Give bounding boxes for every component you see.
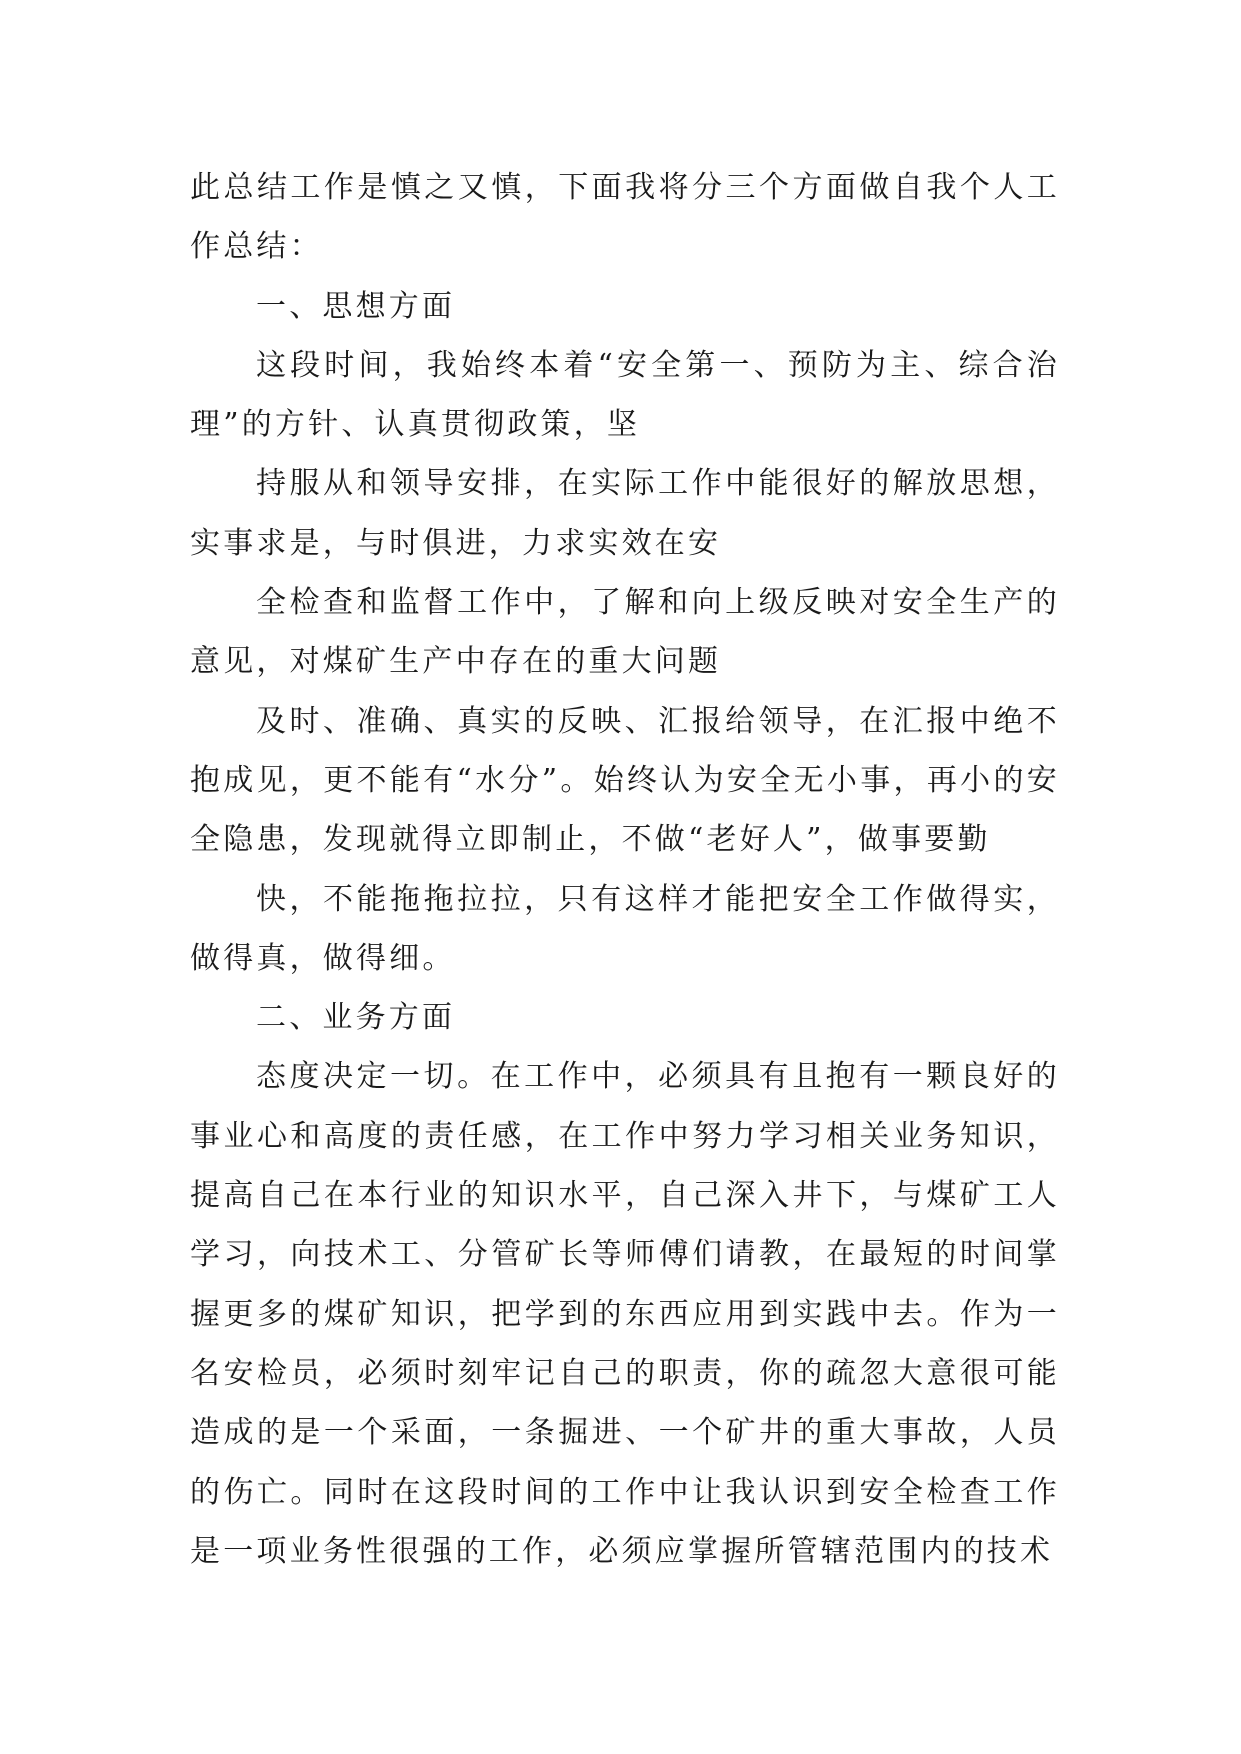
- paragraph-business-1: 态度决定一切。在工作中，必须具有且抱有一颗良好的事业心和高度的责任感，在工作中努力学习相关业务知识，提高自己在本行业的知识水平，自己深入井下，与煤矿工人学习，向技术工、分管矿长等师傅们请教，在最短的时间掌握更多的煤矿知识，把学到的东西应用到实践中去。作为一名安检员，必须时刻牢记自己的职责，你的疏忽大意很可能造成的是一个采面，一条掘进、一个矿井的重大事故，人员的伤亡。同时在这段时间的工作中让我认识到安全检查工作是一项业务性很强的工作，必须应掌握所管辖范围内的技术: [190, 1059, 1060, 1569]
- section-heading-business: 二、业务方面: [256, 1000, 456, 1036]
- paragraph-thought-2: 持服从和领导安排，在实际工作中能很好的解放思想，实事求是，与时俱进，力求实效在安: [190, 466, 1060, 561]
- paragraph-thought-3: 全检查和监督工作中，了解和向上级反映对安全生产的意见，对煤矿生产中存在的重大问题: [190, 585, 1060, 680]
- paragraph-intro: 此总结工作是慎之又慎，下面我将分三个方面做自我个人工作总结：: [190, 170, 1060, 265]
- paragraph-thought-1: 这段时间，我始终本着“安全第一、预防为主、综合治理”的方针、认真贯彻政策，坚: [190, 347, 1060, 443]
- paragraph-thought-5: 快，不能拖拖拉拉，只有这样才能把安全工作做得实，做得真，做得细。: [190, 881, 1060, 976]
- section-heading-thought: 一、思想方面: [256, 288, 456, 324]
- paragraph-thought-4: 及时、准确、真实的反映、汇报给领导，在汇报中绝不抱成见，更不能有“水分”。始终认为安全无小事，再小的安全隐患，发现就得立即制止，不做“老好人”，做事要勤: [190, 703, 1060, 858]
- document-body: [190, 158, 1060, 1581]
